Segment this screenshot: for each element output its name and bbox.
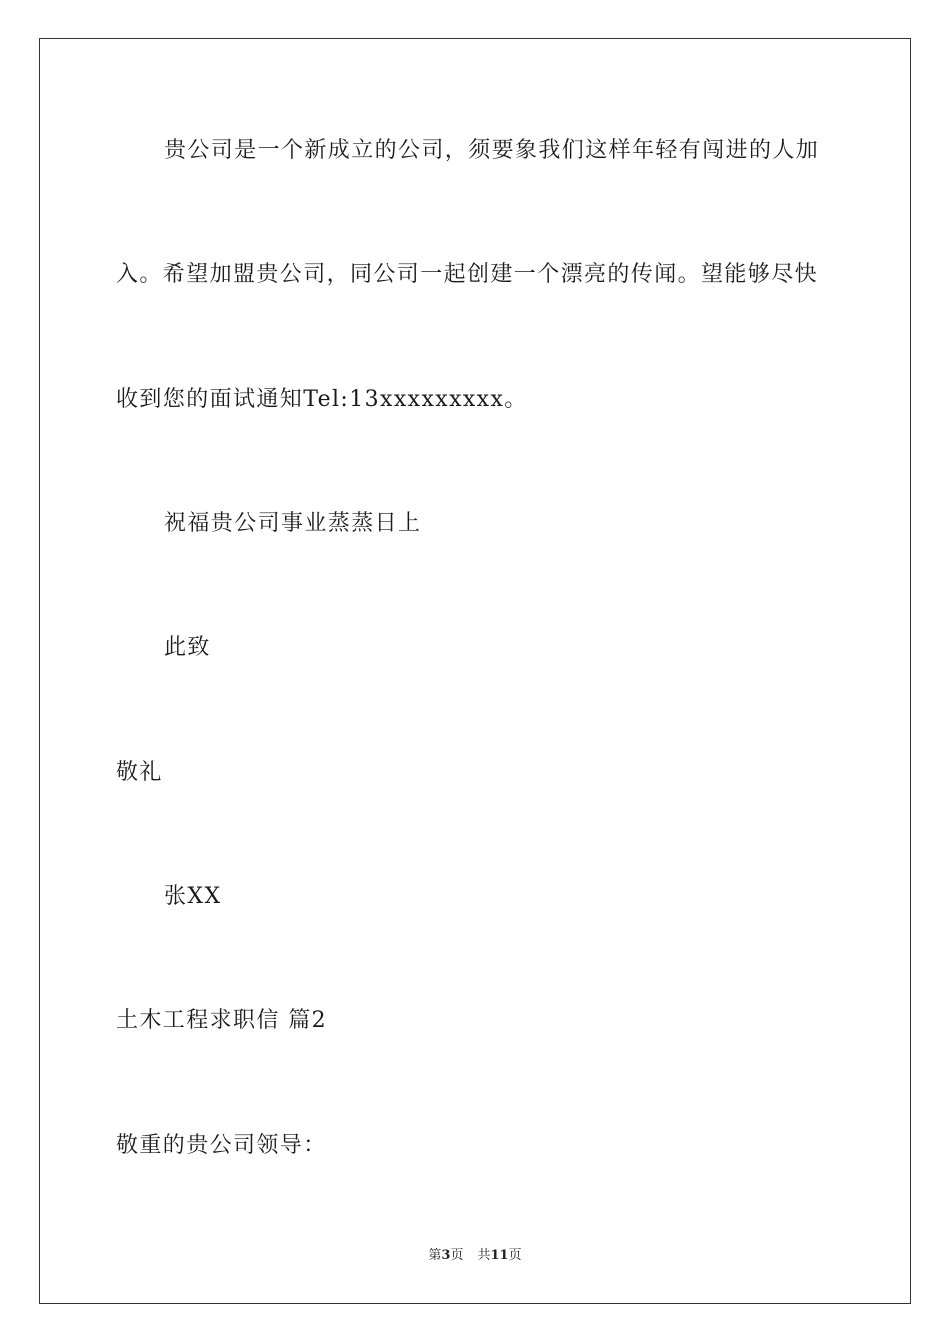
footer-total-pages: 11 <box>490 1248 509 1263</box>
footer-page-suffix: 页 <box>450 1248 464 1263</box>
footer-page-number: 3 <box>441 1248 451 1263</box>
wish-line: 祝福贵公司事业蒸蒸日上 <box>164 511 422 536</box>
closing-cizhi: 此致 <box>164 635 211 660</box>
page-border <box>39 38 911 1304</box>
closing-jingli: 敬礼 <box>116 760 163 785</box>
paragraph-line-3: 收到您的面试通知Tel:13xxxxxxxxx。 <box>116 387 528 412</box>
section-heading: 土木工程求职信 篇2 <box>116 1008 327 1033</box>
paragraph-line-2: 入。希望加盟贵公司，同公司一起创建一个漂亮的传闻。望能够尽快 <box>116 262 819 287</box>
footer-total-prefix: 共 <box>477 1248 491 1263</box>
footer-prefix: 第 <box>428 1248 442 1263</box>
footer-total-suffix: 页 <box>508 1248 522 1263</box>
paragraph-line-1: 贵公司是一个新成立的公司，须要象我们这样年轻有闯进的人加 <box>164 138 820 163</box>
page-footer <box>0 1247 950 1265</box>
signature: 张XX <box>164 884 222 909</box>
salutation: 敬重的贵公司领导： <box>116 1133 327 1158</box>
